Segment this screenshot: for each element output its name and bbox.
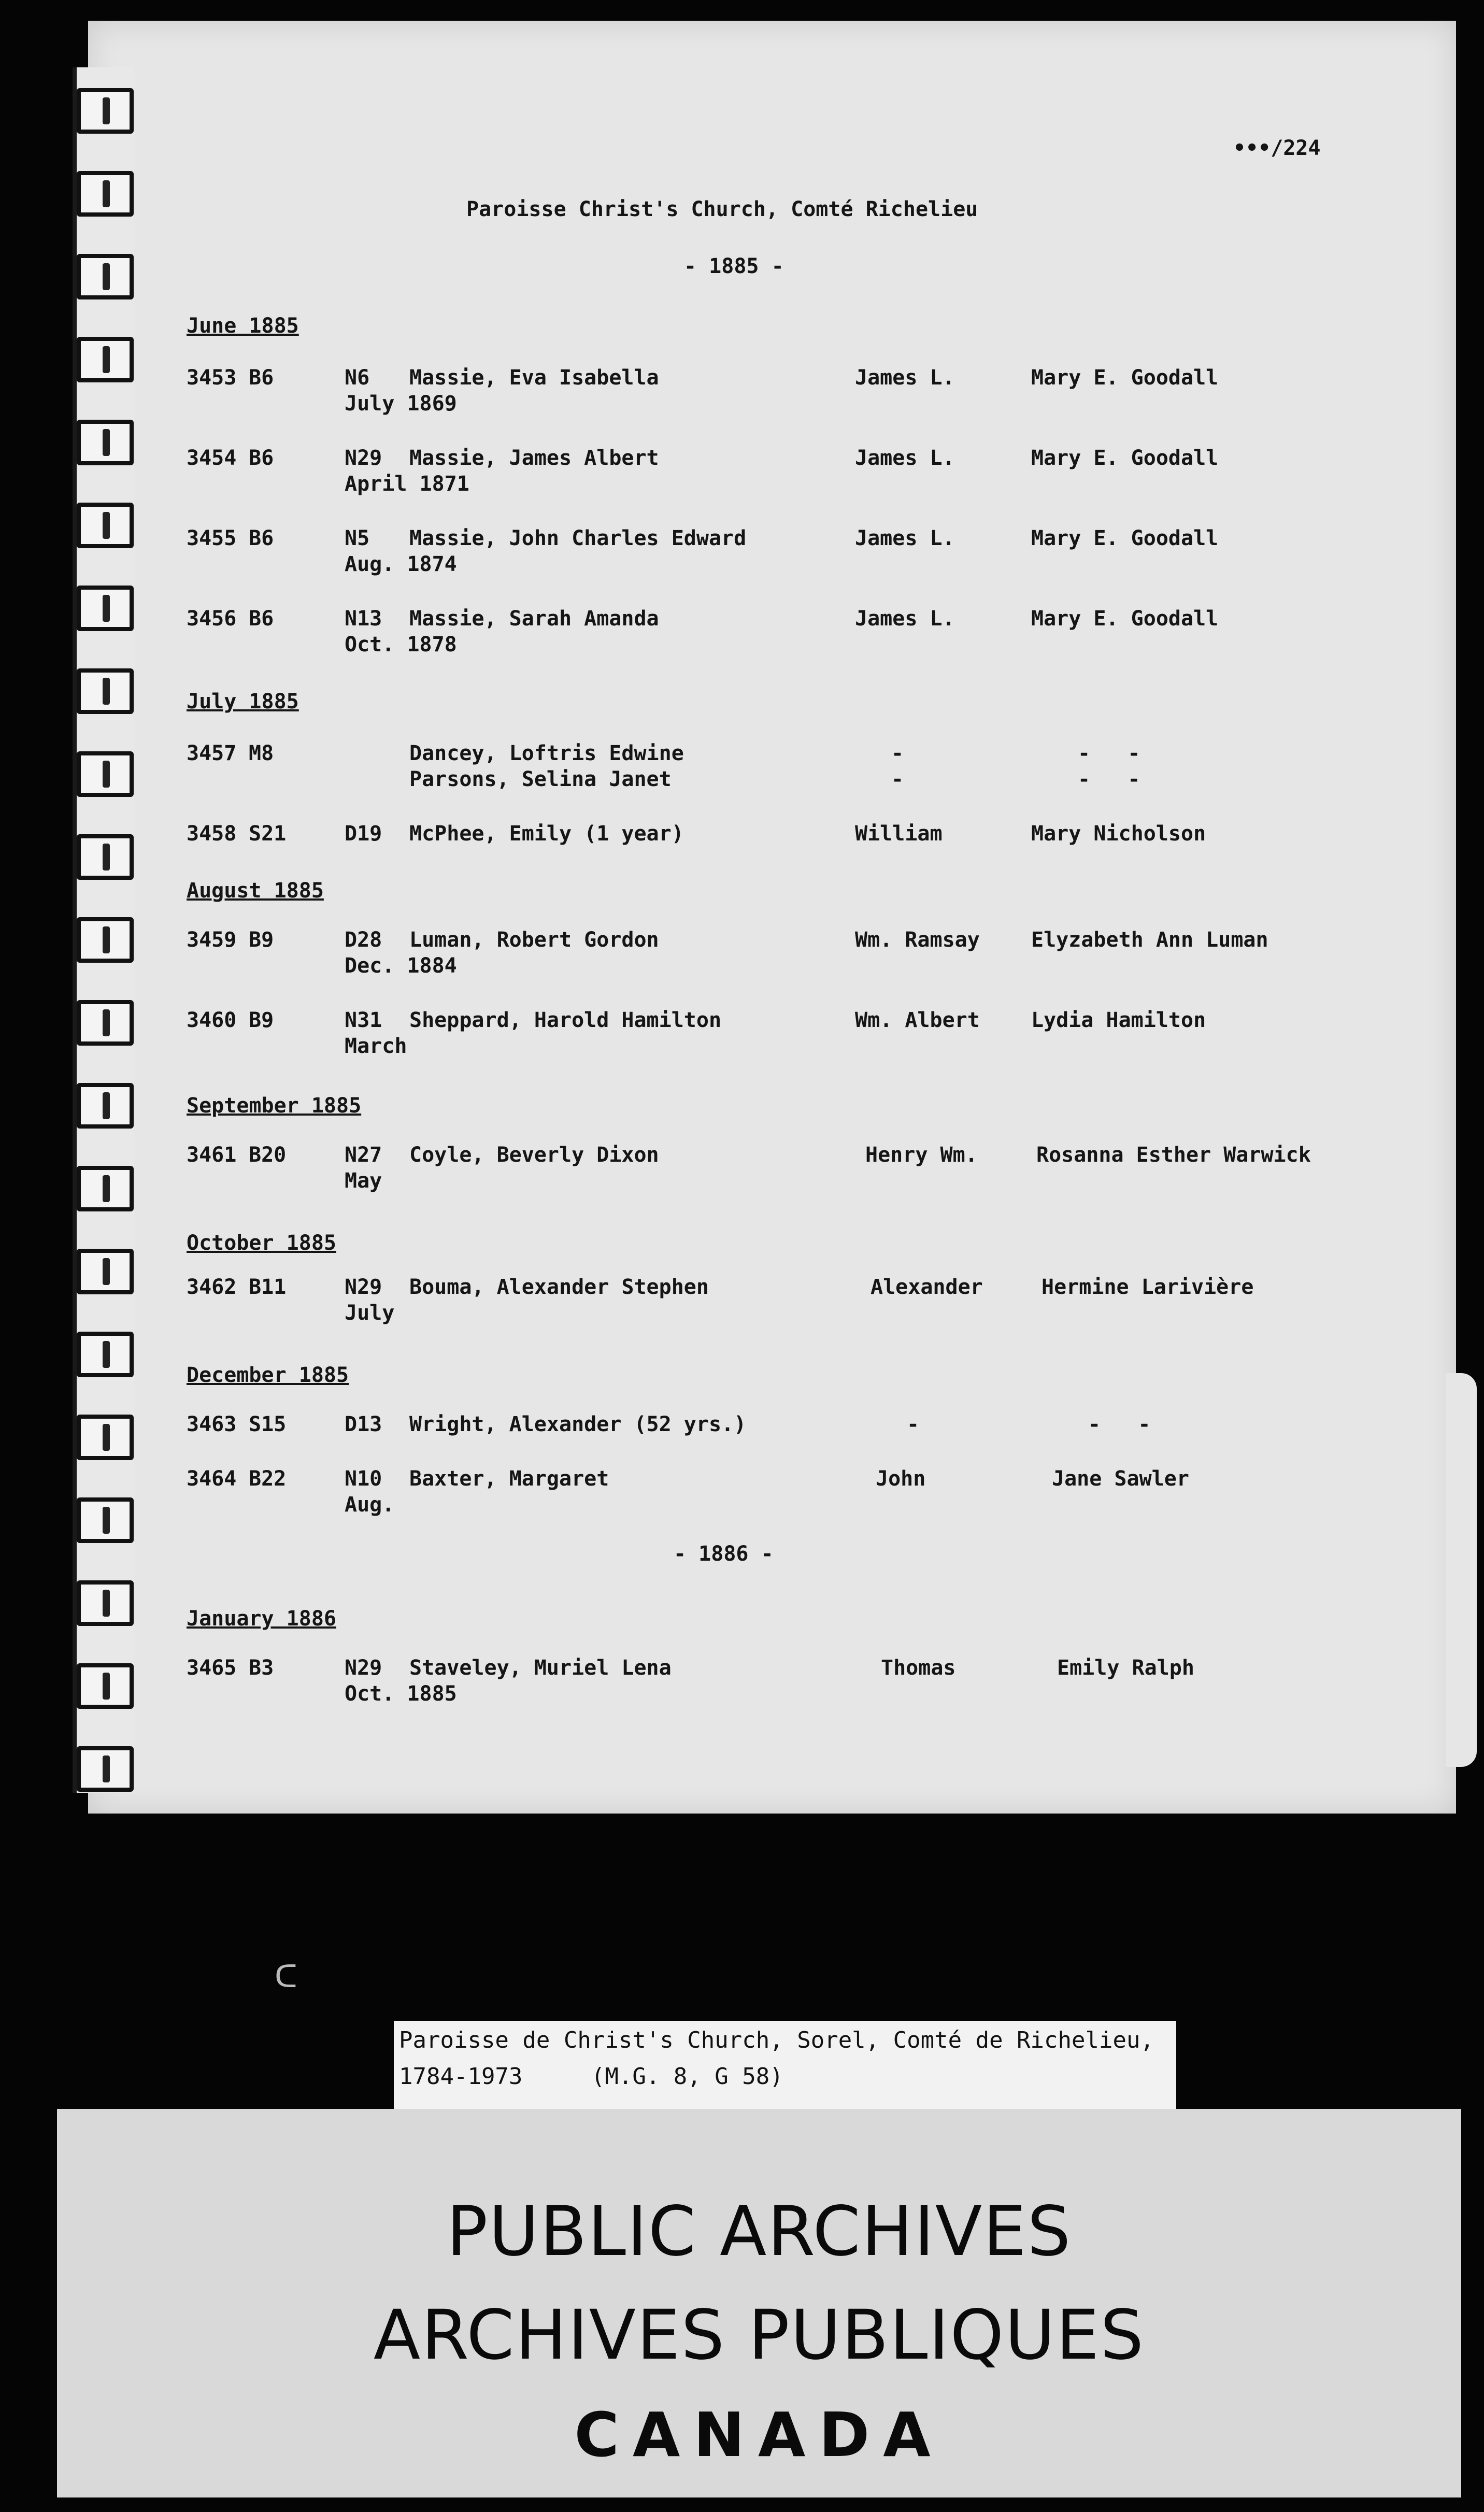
entry-mother: Mary E. Goodall <box>1031 446 1219 470</box>
binding-ring <box>77 88 134 134</box>
entry-mother: - - <box>1088 1412 1151 1436</box>
binding-ring <box>77 917 134 963</box>
entry-father: James L. <box>855 526 955 550</box>
page-title: Paroisse Christ's Church, Comté Richelieu <box>466 197 978 221</box>
stamp-title-english: PUBLIC ARCHIVES <box>446 2192 1072 2272</box>
entry-mother: - - <box>1078 741 1140 765</box>
binding-ring <box>77 420 134 465</box>
card-line: Paroisse de Christ's Church, Sorel, Comté de Richelieu, <box>399 2027 1154 2053</box>
entry-code: B6 <box>249 526 274 550</box>
entry-birth-date: Aug. 1874 <box>345 552 457 576</box>
entry-father: James L. <box>855 607 955 631</box>
entry-number: 3457 <box>187 741 237 765</box>
entry-number: 3455 <box>187 526 237 550</box>
binding-ring <box>77 751 134 797</box>
entry-mother-second: - - <box>1078 767 1140 791</box>
film-mark: ᑕ <box>275 1959 297 1995</box>
entry-code: B6 <box>249 366 274 390</box>
month-heading: January 1886 <box>187 1607 336 1631</box>
entry-birth-date: April 1871 <box>345 472 469 496</box>
entry-code: B20 <box>249 1143 287 1167</box>
entry-code: S15 <box>249 1412 287 1436</box>
entry-date: N29 <box>345 1656 382 1680</box>
entry-mother: Mary E. Goodall <box>1031 607 1219 631</box>
entry-birth-date: July 1869 <box>345 392 457 416</box>
stamp-title-french: ARCHIVES PUBLIQUES <box>373 2295 1145 2375</box>
entry-date: N31 <box>345 1008 382 1032</box>
entry-code: B6 <box>249 607 274 631</box>
entry-code: B11 <box>249 1275 287 1299</box>
entry-date: D28 <box>345 928 382 952</box>
entry-number: 3463 <box>187 1412 237 1436</box>
entry-name: Bouma, Alexander Stephen <box>409 1275 709 1299</box>
entry-number: 3464 <box>187 1467 237 1491</box>
catalog-card <box>394 2021 1176 2118</box>
entry-father: William <box>855 822 943 846</box>
entry-father-second: - <box>891 767 904 791</box>
entry-father: Wm. Ramsay <box>855 928 980 952</box>
binding-ring <box>77 1332 134 1377</box>
entry-mother: Hermine Larivière <box>1041 1275 1254 1299</box>
entry-date: N29 <box>345 1275 382 1299</box>
entry-name: Coyle, Beverly Dixon <box>409 1143 659 1167</box>
entry-number: 3460 <box>187 1008 237 1032</box>
year-heading: - 1886 - <box>674 1542 774 1566</box>
entry-name: Massie, Sarah Amanda <box>409 607 659 631</box>
page-number: •••/224 <box>1233 136 1321 160</box>
entry-father: James L. <box>855 446 955 470</box>
entry-code: B22 <box>249 1467 287 1491</box>
card-line: 1784-1973 (M.G. 8, G 58) <box>399 2063 783 2090</box>
spiral-binding <box>73 67 134 1793</box>
entry-mother: Rosanna Esther Warwick <box>1036 1143 1311 1167</box>
binding-ring <box>77 1166 134 1211</box>
binding-ring <box>77 1249 134 1294</box>
month-heading: December 1885 <box>187 1363 349 1387</box>
entry-number: 3453 <box>187 366 237 390</box>
entry-name: Luman, Robert Gordon <box>409 928 659 952</box>
entry-date: N29 <box>345 446 382 470</box>
entry-name: Baxter, Margaret <box>409 1467 609 1491</box>
entry-code: B9 <box>249 1008 274 1032</box>
entry-number: 3461 <box>187 1143 237 1167</box>
entry-father: Alexander <box>871 1275 983 1299</box>
binding-ring <box>77 337 134 382</box>
entry-mother: Lydia Hamilton <box>1031 1008 1206 1032</box>
entry-name: Wright, Alexander (52 yrs.) <box>409 1412 747 1436</box>
entry-name: McPhee, Emily (1 year) <box>409 822 684 846</box>
binding-ring <box>77 586 134 631</box>
year-heading: - 1885 - <box>684 254 784 278</box>
entry-code: B9 <box>249 928 274 952</box>
entry-father: - <box>907 1412 920 1436</box>
entry-mother: Mary Nicholson <box>1031 822 1206 846</box>
binding-ring <box>77 1746 134 1792</box>
entry-date: N6 <box>345 366 370 390</box>
stamp-country: CANADA <box>574 2399 944 2471</box>
binding-ring <box>77 254 134 299</box>
entry-father: James L. <box>855 366 955 390</box>
binding-ring <box>77 834 134 880</box>
entry-name: Dancey, Loftris Edwine <box>409 741 684 765</box>
archives-stamp <box>57 2109 1461 2497</box>
page-tab <box>1446 1373 1477 1767</box>
entry-name: Massie, John Charles Edward <box>409 526 747 550</box>
entry-birth-date: Oct. 1885 <box>345 1682 457 1706</box>
binding-ring <box>77 1083 134 1129</box>
entry-father: Thomas <box>881 1656 956 1680</box>
entry-date: N5 <box>345 526 370 550</box>
entry-birth-date: Dec. 1884 <box>345 954 457 978</box>
entry-name: Massie, James Albert <box>409 446 659 470</box>
month-heading: October 1885 <box>187 1231 336 1255</box>
month-heading: September 1885 <box>187 1094 362 1118</box>
entry-father: Wm. Albert <box>855 1008 980 1032</box>
entry-mother: Jane Sawler <box>1052 1467 1189 1491</box>
entry-birth-date: May <box>345 1169 382 1193</box>
entry-number: 3459 <box>187 928 237 952</box>
entry-birth-date: July <box>345 1301 395 1325</box>
binding-ring <box>77 1580 134 1626</box>
entry-number: 3456 <box>187 607 237 631</box>
entry-code: M8 <box>249 741 274 765</box>
entry-name: Staveley, Muriel Lena <box>409 1656 672 1680</box>
entry-number: 3458 <box>187 822 237 846</box>
binding-ring <box>77 1000 134 1046</box>
entry-code: S21 <box>249 822 287 846</box>
entry-birth-date: March <box>345 1034 407 1058</box>
entry-birth-date: Aug. <box>345 1493 395 1517</box>
entry-father: - <box>891 741 904 765</box>
entry-mother: Emily Ralph <box>1057 1656 1194 1680</box>
entry-date: D13 <box>345 1412 382 1436</box>
entry-mother: Mary E. Goodall <box>1031 366 1219 390</box>
binding-ring <box>77 171 134 217</box>
entry-number: 3462 <box>187 1275 237 1299</box>
entry-mother: Mary E. Goodall <box>1031 526 1219 550</box>
month-heading: July 1885 <box>187 690 299 713</box>
entry-date: D19 <box>345 822 382 846</box>
entry-number: 3465 <box>187 1656 237 1680</box>
entry-code: B3 <box>249 1656 274 1680</box>
entry-mother: Elyzabeth Ann Luman <box>1031 928 1268 952</box>
entry-date: N10 <box>345 1467 382 1491</box>
entry-date: N27 <box>345 1143 382 1167</box>
binding-ring <box>77 503 134 548</box>
entry-father: Henry Wm. <box>865 1143 978 1167</box>
binding-ring <box>77 1663 134 1709</box>
entry-father: John <box>876 1467 926 1491</box>
entry-code: B6 <box>249 446 274 470</box>
entry-birth-date: Oct. 1878 <box>345 633 457 656</box>
month-heading: June 1885 <box>187 314 299 338</box>
register-entry <box>187 1655 1194 1854</box>
entry-name: Massie, Eva Isabella <box>409 366 659 390</box>
binding-ring <box>77 1497 134 1543</box>
entry-name-second: Parsons, Selina Janet <box>409 767 672 791</box>
entry-date: N13 <box>345 607 382 631</box>
month-heading: August 1885 <box>187 879 324 903</box>
entry-number: 3454 <box>187 446 237 470</box>
entry-name: Sheppard, Harold Hamilton <box>409 1008 722 1032</box>
binding-ring <box>77 1415 134 1460</box>
binding-ring <box>77 668 134 714</box>
